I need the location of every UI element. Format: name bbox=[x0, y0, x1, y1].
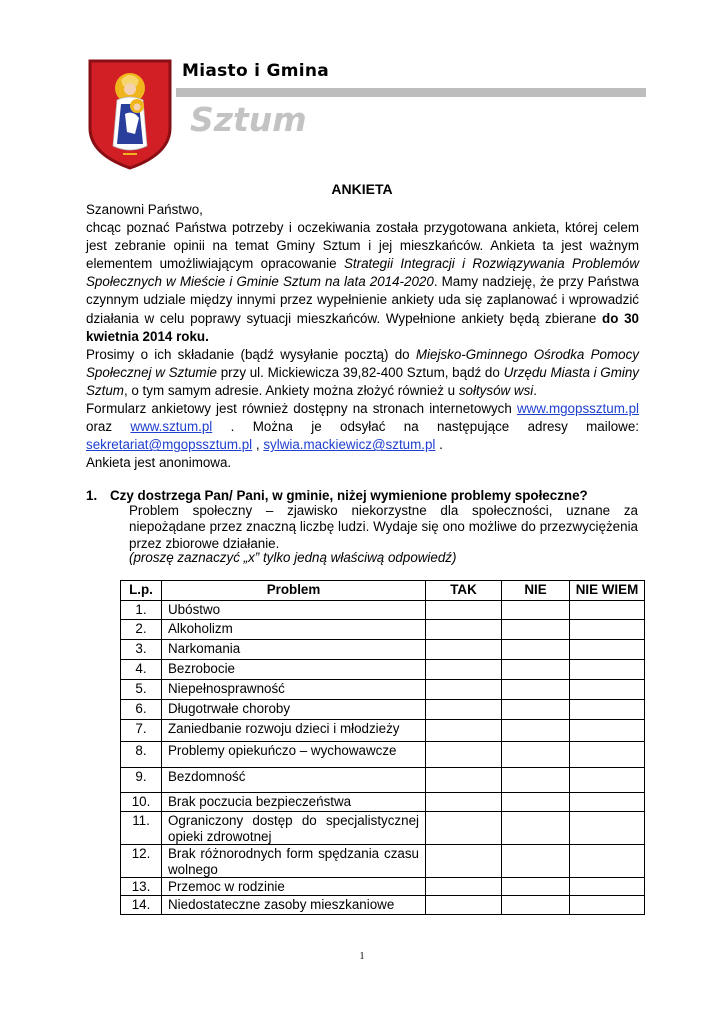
table-header-row bbox=[121, 581, 645, 601]
answer-nie-cell[interactable] bbox=[502, 845, 570, 878]
table-row bbox=[121, 620, 645, 640]
problem-name: Brak poczucia bezpieczeństwa bbox=[162, 793, 426, 812]
answer-tak-cell[interactable] bbox=[426, 700, 502, 720]
text-run: Prosimy o ich składanie (bądź wysyłanie pocztą) do bbox=[86, 346, 416, 362]
table-row bbox=[121, 700, 645, 720]
answer-nie-wiem-cell[interactable] bbox=[570, 768, 645, 793]
problem-name: Przemoc w rodzinie bbox=[162, 878, 426, 896]
text-run: , o tym samym adresie. Ankiety można złożyć również u bbox=[123, 382, 459, 398]
table-row bbox=[121, 878, 645, 896]
row-number: 8. bbox=[121, 742, 162, 768]
answer-tak-cell[interactable] bbox=[426, 680, 502, 700]
table-row bbox=[121, 812, 645, 845]
problem-name: Brak różnorodnych form spędzania czasu wolnego bbox=[162, 845, 426, 878]
table-row bbox=[121, 660, 645, 680]
answer-nie-wiem-cell[interactable] bbox=[570, 878, 645, 896]
answer-nie-wiem-cell[interactable] bbox=[570, 640, 645, 660]
answer-tak-cell[interactable] bbox=[426, 896, 502, 915]
text-run: chcąc poznać Państwa potrzeby i oczekiwania została przygotowana ankieta, której celem jest zebranie opinii na temat Gminy Sztum i jej mieszkańców. Ankieta ta jest ważnym elementem umożliwiającym opracowanie bbox=[86, 220, 639, 272]
problem-name: Problemy opiekuńczo – wychowawcze bbox=[162, 742, 426, 768]
problem-name: Bezrobocie bbox=[162, 660, 426, 680]
answer-tak-cell[interactable] bbox=[426, 768, 502, 793]
problem-name: Niedostateczne zasoby mieszkaniowe bbox=[162, 896, 426, 915]
problem-name: Długotrwałe choroby bbox=[162, 700, 426, 720]
row-number: 11. bbox=[121, 812, 162, 845]
description-text: Problem społeczny – zjawisko niekorzystne dla społeczności, uznane za niepożądane przez znaczną liczbę ludzi. Wydaje się ono możliwe do przezwyciężenia przez zbiorowe działanie. bbox=[129, 503, 638, 551]
coat-of-arms-logo bbox=[87, 58, 173, 170]
table-body bbox=[121, 601, 645, 915]
answer-nie-wiem-cell[interactable] bbox=[570, 620, 645, 640]
answer-nie-wiem-cell[interactable] bbox=[570, 601, 645, 620]
header-nie: NIE bbox=[502, 581, 570, 601]
problems-table bbox=[120, 580, 645, 915]
row-number: 3. bbox=[121, 640, 162, 660]
intro-paragraph-1 bbox=[86, 219, 639, 346]
link-sztum-website[interactable]: www.sztum.pl bbox=[130, 419, 213, 435]
page-number: 1 bbox=[359, 951, 365, 962]
brand-name-line2: Sztum bbox=[190, 100, 307, 139]
answer-nie-cell[interactable] bbox=[502, 620, 570, 640]
header-problem: Problem bbox=[162, 581, 426, 601]
deadline: do 30 kwietnia 2014 roku. bbox=[86, 310, 639, 344]
question-1-description bbox=[129, 503, 638, 552]
row-number: 7. bbox=[121, 720, 162, 742]
row-number: 12. bbox=[121, 845, 162, 878]
answer-nie-wiem-cell[interactable] bbox=[570, 720, 645, 742]
answer-tak-cell[interactable] bbox=[426, 640, 502, 660]
text-run: . Mamy nadzieję, że przy Państwa czynnym udziale między innymi przez wypełnienie ankiety uda się zaplanować i wprowadzić działania w celu poprawy sytuacji mieszkańców. Wypełnione ankiety będą zbierane bbox=[86, 274, 639, 326]
answer-nie-cell[interactable] bbox=[502, 793, 570, 812]
header-tak: TAK bbox=[426, 581, 502, 601]
answer-nie-cell[interactable] bbox=[502, 812, 570, 845]
intro-text bbox=[86, 201, 639, 472]
table-row bbox=[121, 896, 645, 915]
table-row bbox=[121, 742, 645, 768]
answer-nie-wiem-cell[interactable] bbox=[570, 700, 645, 720]
document-title: ANKIETA bbox=[331, 181, 393, 197]
answer-nie-cell[interactable] bbox=[502, 742, 570, 768]
link-mgops-website[interactable]: www.mgopssztum.pl bbox=[516, 401, 639, 417]
answer-nie-wiem-cell[interactable] bbox=[570, 793, 645, 812]
answer-nie-wiem-cell[interactable] bbox=[570, 680, 645, 700]
row-number: 5. bbox=[121, 680, 162, 700]
text-run: . Można je odsyłać na następujące adresy mailowe: bbox=[212, 419, 639, 435]
text-run: , bbox=[252, 437, 264, 453]
header-divider-bar bbox=[176, 88, 646, 97]
text-run: oraz bbox=[86, 419, 131, 435]
answer-tak-cell[interactable] bbox=[426, 601, 502, 620]
strategy-title: Strategii Integracji i Rozwiązywania Problemów Społecznych w Mieście i Gminie Sztum na lata 2014-2020 bbox=[86, 256, 640, 290]
soltys-text: sołtysów wsi bbox=[458, 382, 534, 398]
answer-tak-cell[interactable] bbox=[426, 878, 502, 896]
text-run: . bbox=[435, 437, 443, 453]
answer-tak-cell[interactable] bbox=[426, 793, 502, 812]
answer-nie-cell[interactable] bbox=[502, 720, 570, 742]
problem-name: Niepełnosprawność bbox=[162, 680, 426, 700]
brand-name-line1: Miasto i Gmina bbox=[182, 61, 330, 81]
row-number: 6. bbox=[121, 700, 162, 720]
answer-tak-cell[interactable] bbox=[426, 812, 502, 845]
greeting: Szanowni Państwo, bbox=[86, 202, 203, 217]
problem-name: Bezdomność bbox=[162, 768, 426, 793]
row-number: 10. bbox=[121, 793, 162, 812]
answer-tak-cell[interactable] bbox=[426, 660, 502, 680]
answer-nie-wiem-cell[interactable] bbox=[570, 845, 645, 878]
row-number: 13. bbox=[121, 878, 162, 896]
row-number: 14. bbox=[121, 896, 162, 915]
table-row bbox=[121, 720, 645, 742]
answer-tak-cell[interactable] bbox=[426, 845, 502, 878]
text-run: . bbox=[533, 382, 537, 398]
row-number: 9. bbox=[121, 768, 162, 793]
problem-name: Ubóstwo bbox=[162, 601, 426, 620]
question-text: Czy dostrzega Pan/ Pani, w gminie, niżej wymienione problemy społeczne? bbox=[110, 488, 588, 503]
header-nie-wiem: NIE WIEM bbox=[570, 581, 645, 601]
answer-nie-cell[interactable] bbox=[502, 660, 570, 680]
row-number: 4. bbox=[121, 660, 162, 680]
table-row bbox=[121, 845, 645, 878]
table-row bbox=[121, 680, 645, 700]
answer-nie-wiem-cell[interactable] bbox=[570, 660, 645, 680]
table-row bbox=[121, 768, 645, 793]
problem-name: Zaniedbanie rozwoju dzieci i młodzieży bbox=[162, 720, 426, 742]
answer-nie-cell[interactable] bbox=[502, 680, 570, 700]
question-1-instruction: (proszę zaznaczyć „x” tylko jedną właściwą odpowiedź) bbox=[129, 550, 457, 565]
answer-tak-cell[interactable] bbox=[426, 742, 502, 768]
answer-nie-wiem-cell[interactable] bbox=[570, 742, 645, 768]
answer-tak-cell[interactable] bbox=[426, 620, 502, 640]
answer-nie-cell[interactable] bbox=[502, 640, 570, 660]
problem-name: Narkomania bbox=[162, 640, 426, 660]
header-lp: L.p. bbox=[121, 581, 162, 601]
table-row bbox=[121, 601, 645, 620]
table-row bbox=[121, 640, 645, 660]
question-1-heading bbox=[86, 487, 646, 504]
text-run: przy ul. Mickiewicza 39,82-400 Sztum, bądź do bbox=[217, 364, 504, 380]
intro-paragraph-2 bbox=[86, 346, 639, 400]
answer-nie-cell[interactable] bbox=[502, 601, 570, 620]
answer-nie-cell[interactable] bbox=[502, 896, 570, 915]
answer-nie-cell[interactable] bbox=[502, 768, 570, 793]
institution-name: Miejsko-Gminnego Ośrodka Pomocy Społecznej w Sztumie bbox=[86, 346, 639, 380]
institution-name: Urzędu Miasta i Gminy Sztum bbox=[86, 364, 639, 398]
link-email-sekretariat[interactable]: sekretariat@mgopssztum.pl bbox=[86, 437, 253, 453]
text-run: Formularz ankietowy jest również dostępny na stronach internetowych bbox=[86, 401, 517, 417]
problem-name: Alkoholizm bbox=[162, 620, 426, 640]
problem-name: Ograniczony dostęp do specjalistycznej opieki zdrowotnej bbox=[162, 812, 426, 845]
row-number: 2. bbox=[121, 620, 162, 640]
answer-nie-wiem-cell[interactable] bbox=[570, 896, 645, 915]
link-email-mackiewicz[interactable]: sylwia.mackiewicz@sztum.pl bbox=[263, 437, 436, 453]
row-number: 1. bbox=[121, 601, 162, 620]
answer-tak-cell[interactable] bbox=[426, 720, 502, 742]
anonymous-note: Ankieta jest anonimowa. bbox=[86, 455, 232, 471]
answer-nie-wiem-cell[interactable] bbox=[570, 812, 645, 845]
question-number: 1. bbox=[86, 488, 98, 503]
intro-paragraph-3 bbox=[86, 400, 639, 454]
table-row bbox=[121, 793, 645, 812]
answer-nie-cell[interactable] bbox=[502, 700, 570, 720]
answer-nie-cell[interactable] bbox=[502, 878, 570, 896]
